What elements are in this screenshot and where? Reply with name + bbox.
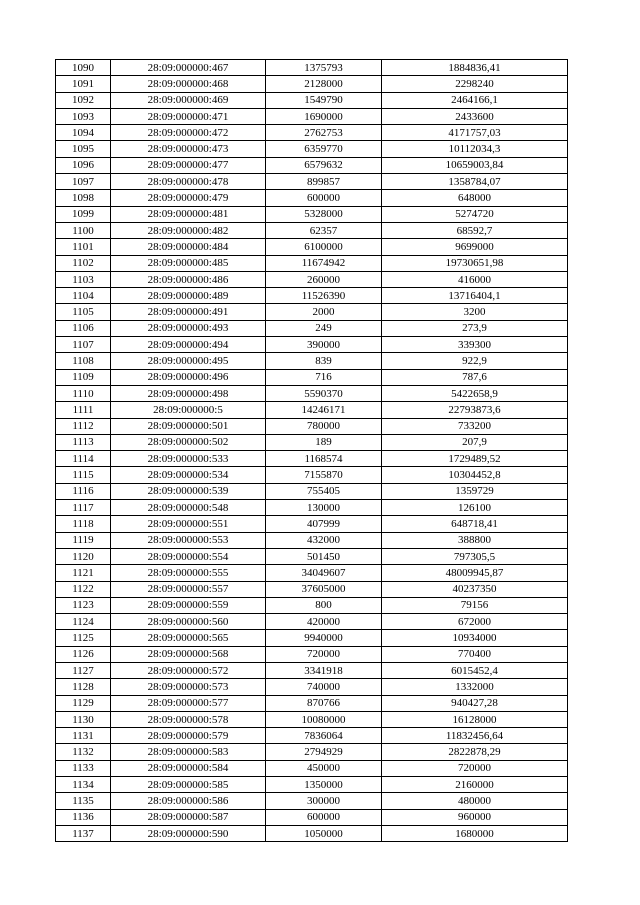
amount-cell: 68592,7: [382, 222, 568, 238]
amount-cell: 672000: [382, 614, 568, 630]
value-cell: 755405: [266, 483, 382, 499]
row-number-cell: 1116: [56, 483, 111, 499]
table-body: [56, 60, 568, 842]
row-number-cell: 1095: [56, 141, 111, 157]
amount-cell: 10934000: [382, 630, 568, 646]
amount-cell: 797305,5: [382, 548, 568, 564]
row-number-cell: 1103: [56, 271, 111, 287]
cadastral-number-cell: 28:09:000000:534: [111, 467, 266, 483]
amount-cell: 16128000: [382, 711, 568, 727]
row-number-cell: 1111: [56, 402, 111, 418]
cadastral-number-cell: 28:09:000000:539: [111, 483, 266, 499]
cadastral-number-cell: 28:09:000000:494: [111, 337, 266, 353]
amount-cell: 126100: [382, 500, 568, 516]
cadastral-number-cell: 28:09:000000:585: [111, 777, 266, 793]
amount-cell: 10112034,3: [382, 141, 568, 157]
table-row: [56, 239, 568, 255]
cadastral-number-cell: 28:09:000000:565: [111, 630, 266, 646]
table-row: [56, 793, 568, 809]
table-row: [56, 304, 568, 320]
value-cell: 899857: [266, 174, 382, 190]
table-row: [56, 222, 568, 238]
row-number-cell: 1110: [56, 385, 111, 401]
row-number-cell: 1091: [56, 76, 111, 92]
amount-cell: 2298240: [382, 76, 568, 92]
cadastral-number-cell: 28:09:000000:478: [111, 174, 266, 190]
value-cell: 6579632: [266, 157, 382, 173]
amount-cell: 9699000: [382, 239, 568, 255]
row-number-cell: 1125: [56, 630, 111, 646]
cadastral-number-cell: 28:09:000000:5: [111, 402, 266, 418]
table-row: [56, 320, 568, 336]
amount-cell: 770400: [382, 646, 568, 662]
amount-cell: 960000: [382, 809, 568, 825]
table-row: [56, 76, 568, 92]
cadastral-number-cell: 28:09:000000:485: [111, 255, 266, 271]
row-number-cell: 1135: [56, 793, 111, 809]
row-number-cell: 1134: [56, 777, 111, 793]
row-number-cell: 1113: [56, 434, 111, 450]
amount-cell: 207,9: [382, 434, 568, 450]
amount-cell: 10659003,84: [382, 157, 568, 173]
row-number-cell: 1121: [56, 565, 111, 581]
amount-cell: 1680000: [382, 825, 568, 841]
table-row: [56, 369, 568, 385]
amount-cell: 11832456,64: [382, 728, 568, 744]
cadastral-number-cell: 28:09:000000:489: [111, 288, 266, 304]
amount-cell: 1332000: [382, 679, 568, 695]
value-cell: 420000: [266, 614, 382, 630]
cadastral-number-cell: 28:09:000000:568: [111, 646, 266, 662]
cadastral-number-cell: 28:09:000000:502: [111, 434, 266, 450]
row-number-cell: 1107: [56, 337, 111, 353]
row-number-cell: 1124: [56, 614, 111, 630]
amount-cell: 1358784,07: [382, 174, 568, 190]
cadastral-number-cell: 28:09:000000:577: [111, 695, 266, 711]
amount-cell: 1884836,41: [382, 60, 568, 76]
row-number-cell: 1128: [56, 679, 111, 695]
value-cell: 189: [266, 434, 382, 450]
value-cell: 1050000: [266, 825, 382, 841]
amount-cell: 648718,41: [382, 516, 568, 532]
value-cell: 11674942: [266, 255, 382, 271]
row-number-cell: 1133: [56, 760, 111, 776]
value-cell: 2794929: [266, 744, 382, 760]
row-number-cell: 1101: [56, 239, 111, 255]
amount-cell: 19730651,98: [382, 255, 568, 271]
amount-cell: 339300: [382, 337, 568, 353]
amount-cell: 6015452,4: [382, 662, 568, 678]
value-cell: 5590370: [266, 385, 382, 401]
value-cell: 260000: [266, 271, 382, 287]
table-row: [56, 728, 568, 744]
amount-cell: 10304452,8: [382, 467, 568, 483]
row-number-cell: 1102: [56, 255, 111, 271]
amount-cell: 720000: [382, 760, 568, 776]
cadastral-number-cell: 28:09:000000:496: [111, 369, 266, 385]
amount-cell: 480000: [382, 793, 568, 809]
amount-cell: 5274720: [382, 206, 568, 222]
value-cell: 6100000: [266, 239, 382, 255]
cadastral-number-cell: 28:09:000000:468: [111, 76, 266, 92]
row-number-cell: 1129: [56, 695, 111, 711]
cadastral-number-cell: 28:09:000000:479: [111, 190, 266, 206]
value-cell: 10080000: [266, 711, 382, 727]
value-cell: 1690000: [266, 108, 382, 124]
amount-cell: 13716404,1: [382, 288, 568, 304]
cadastral-number-cell: 28:09:000000:495: [111, 353, 266, 369]
amount-cell: 48009945,87: [382, 565, 568, 581]
cadastral-number-cell: 28:09:000000:586: [111, 793, 266, 809]
table-row: [56, 597, 568, 613]
value-cell: 390000: [266, 337, 382, 353]
value-cell: 600000: [266, 809, 382, 825]
table-row: [56, 385, 568, 401]
value-cell: 1350000: [266, 777, 382, 793]
row-number-cell: 1099: [56, 206, 111, 222]
table-row: [56, 809, 568, 825]
amount-cell: 2822878,29: [382, 744, 568, 760]
amount-cell: 273,9: [382, 320, 568, 336]
row-number-cell: 1094: [56, 125, 111, 141]
value-cell: 62357: [266, 222, 382, 238]
data-table: [55, 59, 568, 842]
amount-cell: 416000: [382, 271, 568, 287]
table-row: [56, 614, 568, 630]
value-cell: 600000: [266, 190, 382, 206]
value-cell: 2000: [266, 304, 382, 320]
table-row: [56, 744, 568, 760]
table-row: [56, 206, 568, 222]
cadastral-number-cell: 28:09:000000:493: [111, 320, 266, 336]
cadastral-number-cell: 28:09:000000:557: [111, 581, 266, 597]
amount-cell: 22793873,6: [382, 402, 568, 418]
table-row: [56, 777, 568, 793]
cadastral-number-cell: 28:09:000000:579: [111, 728, 266, 744]
value-cell: 6359770: [266, 141, 382, 157]
amount-cell: 940427,28: [382, 695, 568, 711]
table-row: [56, 418, 568, 434]
value-cell: 501450: [266, 548, 382, 564]
cadastral-number-cell: 28:09:000000:560: [111, 614, 266, 630]
table-row: [56, 60, 568, 76]
row-number-cell: 1120: [56, 548, 111, 564]
cadastral-number-cell: 28:09:000000:471: [111, 108, 266, 124]
table-row: [56, 565, 568, 581]
amount-cell: 4171757,03: [382, 125, 568, 141]
value-cell: 249: [266, 320, 382, 336]
table-row: [56, 92, 568, 108]
value-cell: 37605000: [266, 581, 382, 597]
table-row: [56, 679, 568, 695]
table-row: [56, 500, 568, 516]
row-number-cell: 1109: [56, 369, 111, 385]
row-number-cell: 1114: [56, 451, 111, 467]
value-cell: 2128000: [266, 76, 382, 92]
value-cell: 720000: [266, 646, 382, 662]
cadastral-number-cell: 28:09:000000:587: [111, 809, 266, 825]
amount-cell: 922,9: [382, 353, 568, 369]
amount-cell: 3200: [382, 304, 568, 320]
cadastral-number-cell: 28:09:000000:584: [111, 760, 266, 776]
table-row: [56, 825, 568, 841]
amount-cell: 5422658,9: [382, 385, 568, 401]
cadastral-number-cell: 28:09:000000:477: [111, 157, 266, 173]
cadastral-number-cell: 28:09:000000:572: [111, 662, 266, 678]
table-row: [56, 255, 568, 271]
row-number-cell: 1123: [56, 597, 111, 613]
amount-cell: 787,6: [382, 369, 568, 385]
value-cell: 432000: [266, 532, 382, 548]
cadastral-number-cell: 28:09:000000:481: [111, 206, 266, 222]
table-row: [56, 141, 568, 157]
table-row: [56, 353, 568, 369]
row-number-cell: 1137: [56, 825, 111, 841]
value-cell: 1375793: [266, 60, 382, 76]
amount-cell: 1359729: [382, 483, 568, 499]
table-row: [56, 483, 568, 499]
cadastral-number-cell: 28:09:000000:484: [111, 239, 266, 255]
amount-cell: 2464166,1: [382, 92, 568, 108]
value-cell: 407999: [266, 516, 382, 532]
table-row: [56, 108, 568, 124]
value-cell: 1168574: [266, 451, 382, 467]
row-number-cell: 1132: [56, 744, 111, 760]
cadastral-number-cell: 28:09:000000:491: [111, 304, 266, 320]
row-number-cell: 1127: [56, 662, 111, 678]
table-row: [56, 451, 568, 467]
amount-cell: 648000: [382, 190, 568, 206]
row-number-cell: 1108: [56, 353, 111, 369]
amount-cell: 1729489,52: [382, 451, 568, 467]
value-cell: 839: [266, 353, 382, 369]
amount-cell: 79156: [382, 597, 568, 613]
value-cell: 1549790: [266, 92, 382, 108]
table-row: [56, 434, 568, 450]
value-cell: 14246171: [266, 402, 382, 418]
row-number-cell: 1104: [56, 288, 111, 304]
amount-cell: 388800: [382, 532, 568, 548]
row-number-cell: 1130: [56, 711, 111, 727]
row-number-cell: 1105: [56, 304, 111, 320]
cadastral-number-cell: 28:09:000000:548: [111, 500, 266, 516]
table-row: [56, 760, 568, 776]
row-number-cell: 1106: [56, 320, 111, 336]
cadastral-number-cell: 28:09:000000:559: [111, 597, 266, 613]
row-number-cell: 1096: [56, 157, 111, 173]
amount-cell: 40237350: [382, 581, 568, 597]
table-row: [56, 288, 568, 304]
amount-cell: 733200: [382, 418, 568, 434]
row-number-cell: 1115: [56, 467, 111, 483]
table-row: [56, 190, 568, 206]
table-row: [56, 157, 568, 173]
amount-cell: 2160000: [382, 777, 568, 793]
table-row: [56, 581, 568, 597]
row-number-cell: 1118: [56, 516, 111, 532]
cadastral-number-cell: 28:09:000000:583: [111, 744, 266, 760]
value-cell: 716: [266, 369, 382, 385]
value-cell: 450000: [266, 760, 382, 776]
cadastral-number-cell: 28:09:000000:555: [111, 565, 266, 581]
cadastral-number-cell: 28:09:000000:472: [111, 125, 266, 141]
row-number-cell: 1092: [56, 92, 111, 108]
table-row: [56, 695, 568, 711]
cadastral-number-cell: 28:09:000000:533: [111, 451, 266, 467]
table-row: [56, 271, 568, 287]
value-cell: 7155870: [266, 467, 382, 483]
table-row: [56, 516, 568, 532]
row-number-cell: 1136: [56, 809, 111, 825]
cadastral-number-cell: 28:09:000000:473: [111, 141, 266, 157]
cadastral-number-cell: 28:09:000000:554: [111, 548, 266, 564]
cadastral-number-cell: 28:09:000000:486: [111, 271, 266, 287]
table-row: [56, 174, 568, 190]
table-row: [56, 125, 568, 141]
value-cell: 740000: [266, 679, 382, 695]
value-cell: 780000: [266, 418, 382, 434]
value-cell: 34049607: [266, 565, 382, 581]
value-cell: 7836064: [266, 728, 382, 744]
cadastral-number-cell: 28:09:000000:573: [111, 679, 266, 695]
cadastral-number-cell: 28:09:000000:501: [111, 418, 266, 434]
row-number-cell: 1100: [56, 222, 111, 238]
value-cell: 870766: [266, 695, 382, 711]
table-row: [56, 630, 568, 646]
value-cell: 3341918: [266, 662, 382, 678]
table-row: [56, 711, 568, 727]
row-number-cell: 1117: [56, 500, 111, 516]
cadastral-number-cell: 28:09:000000:590: [111, 825, 266, 841]
table-row: [56, 402, 568, 418]
cadastral-number-cell: 28:09:000000:553: [111, 532, 266, 548]
row-number-cell: 1112: [56, 418, 111, 434]
row-number-cell: 1090: [56, 60, 111, 76]
row-number-cell: 1093: [56, 108, 111, 124]
row-number-cell: 1126: [56, 646, 111, 662]
value-cell: 11526390: [266, 288, 382, 304]
table-row: [56, 646, 568, 662]
row-number-cell: 1119: [56, 532, 111, 548]
table-row: [56, 467, 568, 483]
value-cell: 5328000: [266, 206, 382, 222]
table-row: [56, 532, 568, 548]
cadastral-number-cell: 28:09:000000:498: [111, 385, 266, 401]
table-row: [56, 548, 568, 564]
amount-cell: 2433600: [382, 108, 568, 124]
value-cell: 130000: [266, 500, 382, 516]
row-number-cell: 1122: [56, 581, 111, 597]
cadastral-number-cell: 28:09:000000:551: [111, 516, 266, 532]
cadastral-number-cell: 28:09:000000:482: [111, 222, 266, 238]
value-cell: 300000: [266, 793, 382, 809]
cadastral-number-cell: 28:09:000000:467: [111, 60, 266, 76]
value-cell: 800: [266, 597, 382, 613]
row-number-cell: 1131: [56, 728, 111, 744]
row-number-cell: 1097: [56, 174, 111, 190]
cadastral-number-cell: 28:09:000000:469: [111, 92, 266, 108]
value-cell: 9940000: [266, 630, 382, 646]
table-row: [56, 337, 568, 353]
row-number-cell: 1098: [56, 190, 111, 206]
cadastral-number-cell: 28:09:000000:578: [111, 711, 266, 727]
table-row: [56, 662, 568, 678]
value-cell: 2762753: [266, 125, 382, 141]
